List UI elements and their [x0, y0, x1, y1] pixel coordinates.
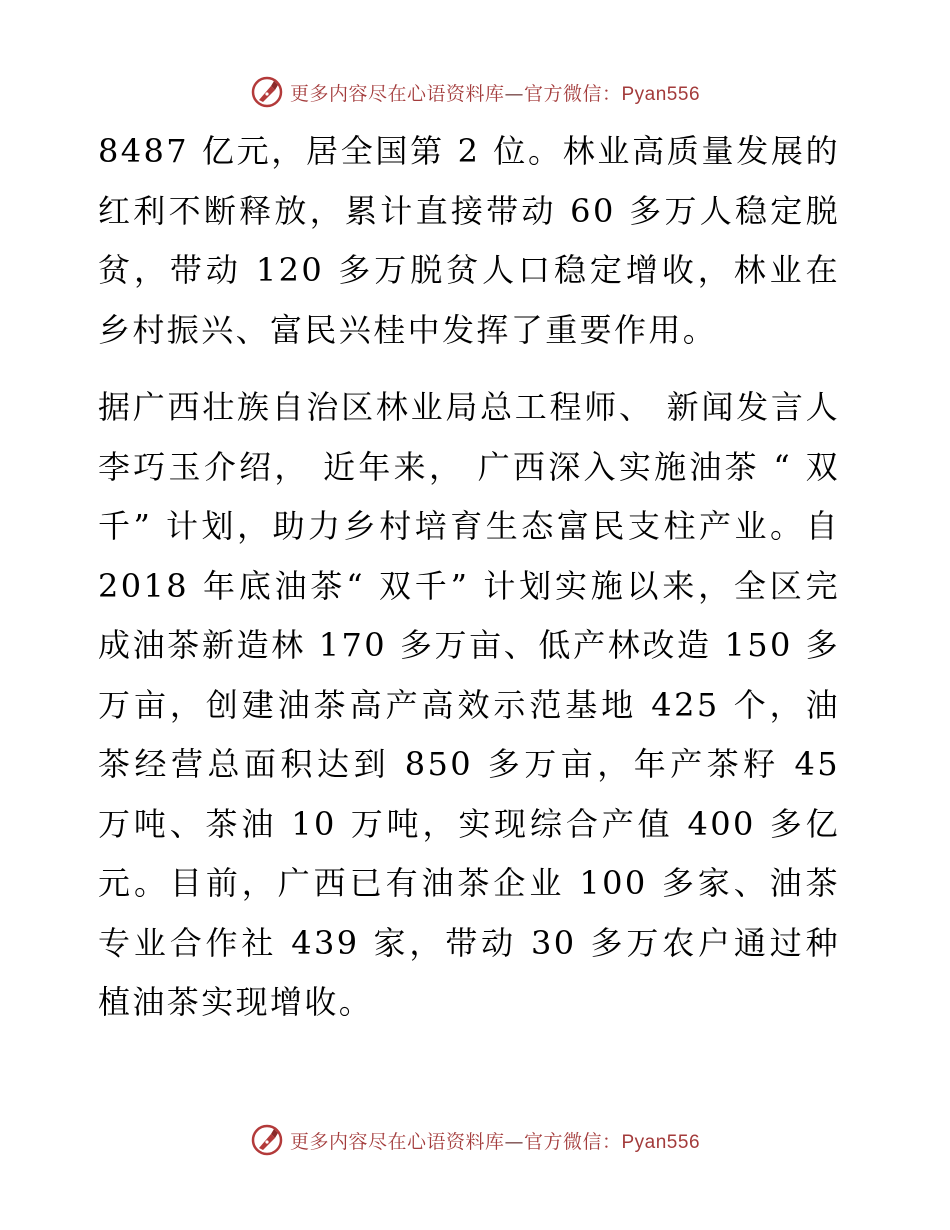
pen-nib-logo-icon	[250, 1123, 284, 1157]
document-body	[98, 122, 840, 1033]
footer-wechat-label: 官方微信：	[523, 1130, 622, 1153]
header-banner	[0, 72, 950, 112]
paragraph-2: 据广西壮族自治区林业局总工程师、 新闻发言人李巧玉介绍， 近年来， 广西深入实施油茶 “ 双千” 计划，助力乡村培育生态富民支柱产业。自 2018 年底油茶“ 双千” 计划实施以来，全区完成油茶新造林 170 多万亩、低产林改造 150 多万亩，创建油茶高产高效示范基地 425 个，油茶经营总面积达到 850 多万亩，年产茶籽 45 万吨、茶油 10 万吨，实现综合产值 400 多亿元。目前，广西已有油茶企业 100 多家、油茶专业合作社 439 家，带动 30 多万农户通过种植油茶实现增收。	[98, 388, 840, 1021]
footer-tagline: 更多内容尽在心语资料库	[289, 1130, 505, 1153]
header-separator: —	[504, 82, 524, 105]
header-tagline: 更多内容尽在心语资料库	[289, 82, 505, 105]
paragraph-1: 8487 亿元，居全国第 2 位。林业高质量发展的红利不断释放，累计直接带动 60 多万人稳定脱贫，带动 120 多万脱贫人口稳定增收，林业在乡村振兴、富民兴桂中发挥了重要作用。	[98, 132, 840, 349]
footer-wechat-id: Pyan556	[621, 1131, 701, 1153]
footer-separator: —	[504, 1130, 524, 1153]
footer-banner	[0, 1120, 950, 1160]
footer-text	[290, 1127, 700, 1154]
header-wechat-id: Pyan556	[621, 83, 701, 105]
header-wechat-label: 官方微信：	[523, 82, 622, 105]
header-text	[290, 79, 700, 106]
pen-nib-logo-icon	[250, 75, 284, 109]
